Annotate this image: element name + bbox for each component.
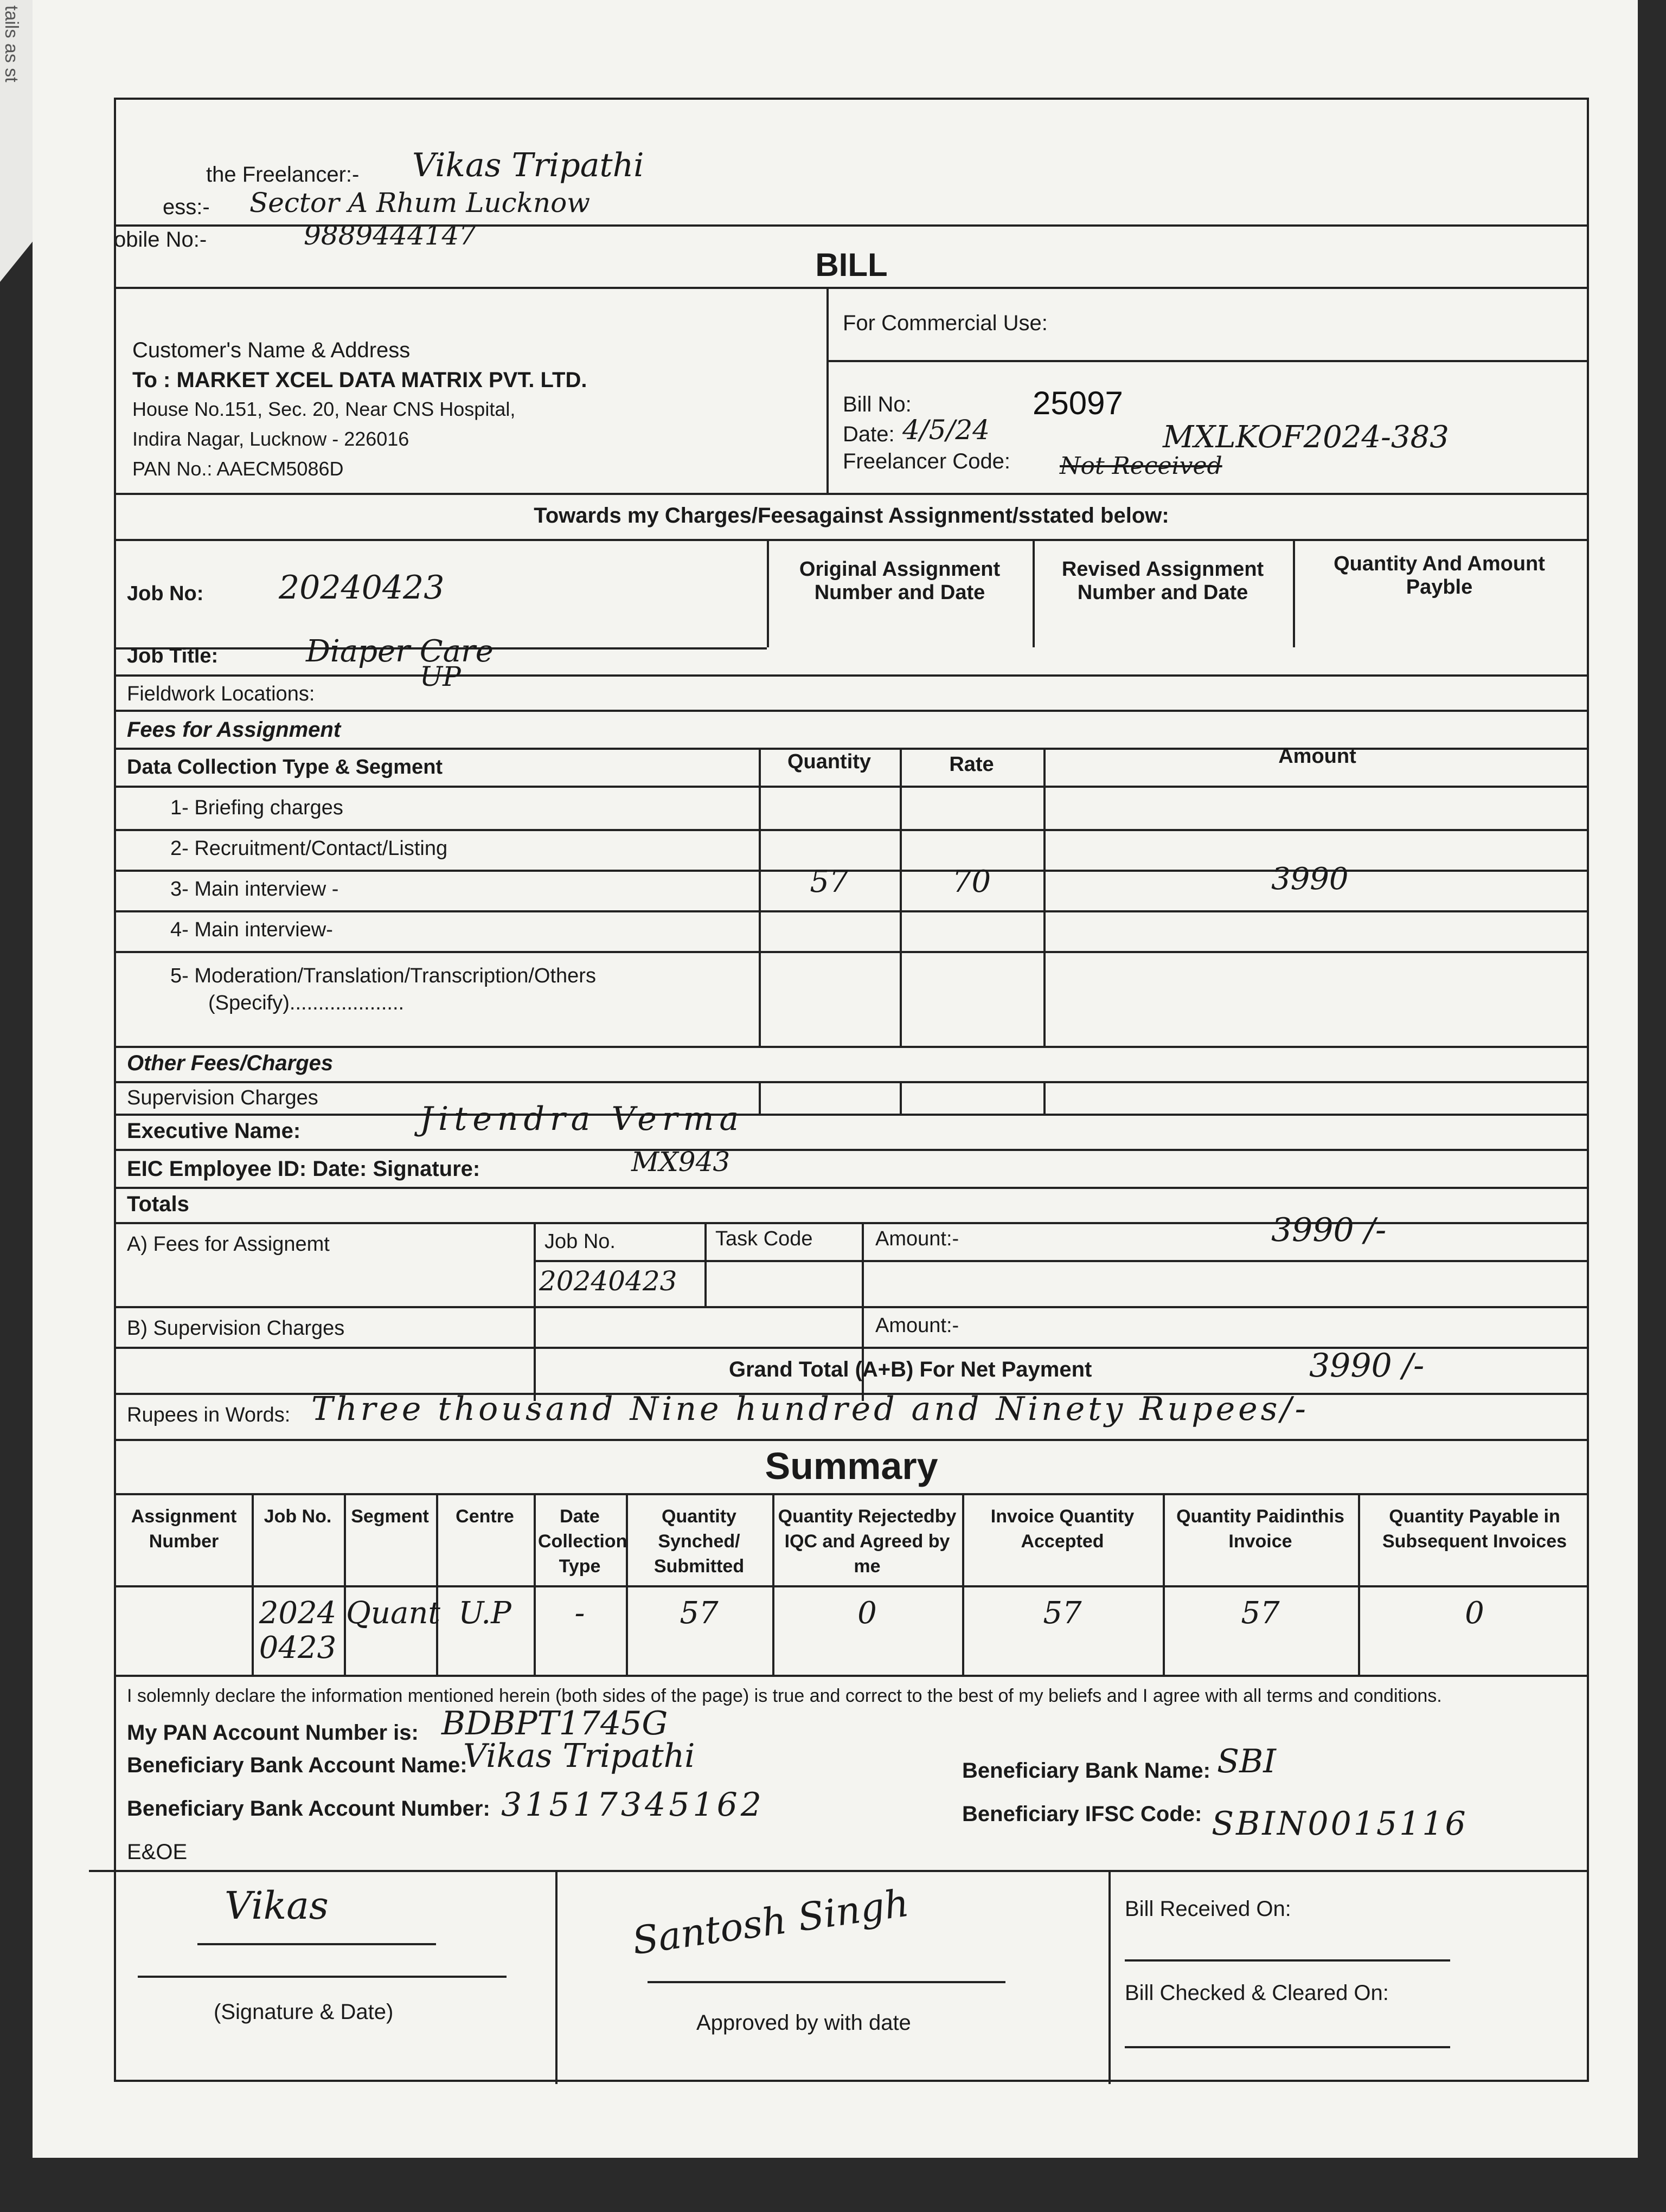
bill-title: BILL xyxy=(815,247,888,283)
freelancer-address-value: Sector A Rhum Lucknow xyxy=(249,187,591,218)
col-rate: Rate xyxy=(949,753,994,776)
bill-no-label: Bill No: xyxy=(843,393,912,416)
bill-no-value: 25097 xyxy=(1033,385,1123,421)
approved-caption: Approved by with date xyxy=(696,2011,911,2035)
grand-total-label: Grand Total (A+B) For Net Payment xyxy=(729,1358,1092,1381)
summary-cell-3: U.P xyxy=(458,1596,511,1631)
freelancer-code-value: MXLKOF2024-383 xyxy=(1163,420,1449,455)
summary-col-divider xyxy=(344,1493,346,1675)
pan-value: BDBPT1745G xyxy=(441,1705,668,1742)
bill-received-label: Bill Received On: xyxy=(1125,1897,1291,1921)
bill-checked-label: Bill Checked & Cleared On: xyxy=(1125,1981,1389,2005)
customer-address-2: Indira Nagar, Lucknow - 226016 xyxy=(132,428,409,450)
approver-signature: Santosh Singh xyxy=(629,1880,912,1964)
totals-job-no-value: 20240423 xyxy=(539,1265,677,1297)
fee-row-5-label: 5- Moderation/Translation/Transcription/Others xyxy=(170,964,596,987)
summary-header-4: Date Collection Type xyxy=(538,1506,627,1577)
summary-col-divider xyxy=(772,1493,774,1675)
fieldwork-value: UP xyxy=(420,661,461,692)
eic-value: MX943 xyxy=(631,1146,731,1178)
date-label: Date: xyxy=(843,422,895,446)
summary-cell-4: - xyxy=(574,1596,585,1631)
freelancer-mobile-value: 9889444147 xyxy=(304,220,477,251)
amount-a-label: Amount:- xyxy=(875,1227,959,1250)
bill-paper xyxy=(33,0,1638,2158)
summary-header-3: Centre xyxy=(456,1506,514,1527)
summary-cell-2: Quant xyxy=(346,1596,440,1631)
pan-label: My PAN Account Number is: xyxy=(127,1721,419,1745)
summary-cell-8: 57 xyxy=(1241,1596,1280,1631)
summary-header-5: Quantity Synched/ Submitted xyxy=(653,1506,745,1577)
supervision-label: Supervision Charges xyxy=(127,1086,318,1109)
freelancer-mobile-label: obile No:- xyxy=(114,228,207,252)
fee-row-2-label: 2- Recruitment/Contact/Listing xyxy=(170,837,448,860)
quantity-amount-header: Quantity And Amount Payble xyxy=(1334,552,1545,599)
job-title-value: Diaper Care xyxy=(306,634,494,669)
summary-header-8: Quantity Paidinthis Invoice xyxy=(1176,1506,1344,1552)
summary-header-2: Segment xyxy=(351,1506,429,1527)
edge-text: tails as st xyxy=(1,5,22,82)
fee-row-3-rate: 70 xyxy=(952,864,991,899)
freelancer-code-label: Freelancer Code: xyxy=(843,449,1011,473)
account-name-value: Vikas Tripathi xyxy=(463,1737,695,1775)
summary-cell-6: 0 xyxy=(857,1596,877,1631)
other-fees-heading: Other Fees/Charges xyxy=(127,1051,334,1075)
ifsc-label: Beneficiary IFSC Code: xyxy=(962,1802,1202,1826)
customer-address-1: House No.151, Sec. 20, Near CNS Hospital, xyxy=(132,398,516,420)
col-amount: Amount xyxy=(1278,745,1356,768)
summary-cell-9: 0 xyxy=(1465,1596,1484,1631)
fee-row-3-label: 3- Main interview - xyxy=(170,878,339,901)
fee-row-4-label: 4- Main interview- xyxy=(170,918,333,941)
revised-assignment-header: Revised Assignment Number and Date xyxy=(1061,558,1264,604)
fees-assignment-label: A) Fees for Assignemt xyxy=(127,1233,330,1256)
freelancer-name-value: Vikas Tripathi xyxy=(412,146,644,184)
fees-heading: Fees for Assignment xyxy=(127,718,341,742)
freelancer-name-label: the Freelancer:- xyxy=(206,163,360,187)
declaration-text: I solemnly declare the information mentioned herein (both sides of the page) is true and correct to the best of my beliefs and I agree with all terms and conditions. xyxy=(127,1686,1442,1706)
eoe-label: E&OE xyxy=(127,1840,188,1864)
bank-name-value: SBI xyxy=(1217,1742,1276,1780)
totals-job-no-label: Job No. xyxy=(544,1230,616,1253)
amount-a-value: 3990 /- xyxy=(1271,1211,1387,1249)
eic-label: EIC Employee ID: Date: Signature: xyxy=(127,1157,480,1181)
fieldwork-label: Fieldwork Locations: xyxy=(127,683,315,705)
freelancer-signature: Vikas xyxy=(225,1883,329,1928)
task-code-label: Task Code xyxy=(715,1227,813,1250)
account-name-label: Beneficiary Bank Account Name: xyxy=(127,1753,467,1777)
customer-heading: Customer's Name & Address xyxy=(132,338,411,362)
executive-name-label: Executive Name: xyxy=(127,1119,301,1143)
summary-cell-7: 57 xyxy=(1043,1596,1082,1631)
signature-date-caption: (Signature & Date) xyxy=(214,2000,394,2024)
supervision-charges-b-label: B) Supervision Charges xyxy=(127,1317,345,1340)
job-no-label: Job No: xyxy=(127,582,204,605)
totals-heading: Totals xyxy=(127,1192,189,1216)
summary-header-0: Assignment Number xyxy=(131,1506,237,1552)
job-no-value: 20240423 xyxy=(279,569,445,607)
rupees-words-label: Rupees in Words: xyxy=(127,1404,291,1426)
towards-heading: Towards my Charges/Feesagainst Assignment/sstated below: xyxy=(534,504,1169,528)
executive-name-value: Jitendra Verma xyxy=(420,1100,745,1138)
summary-col-divider xyxy=(962,1493,964,1675)
summary-col-divider xyxy=(626,1493,628,1675)
summary-col-divider xyxy=(436,1493,438,1675)
summary-cell-1: 2024 0423 xyxy=(259,1596,337,1666)
fee-row-1-label: 1- Briefing charges xyxy=(170,796,343,819)
amount-b-label: Amount:- xyxy=(875,1314,959,1337)
freelancer-code-struck: Not Received xyxy=(1060,452,1222,480)
col-data-collection-type: Data Collection Type & Segment xyxy=(127,756,443,779)
bill-form xyxy=(114,98,1589,2082)
account-number-label: Beneficiary Bank Account Number: xyxy=(127,1797,490,1821)
summary-header-7: Invoice Quantity Accepted xyxy=(990,1506,1135,1552)
commercial-use-label: For Commercial Use: xyxy=(843,311,1048,335)
summary-header-1: Job No. xyxy=(264,1506,332,1527)
bank-name-label: Beneficiary Bank Name: xyxy=(962,1759,1210,1783)
summary-col-divider xyxy=(1358,1493,1360,1675)
customer-to-line: To : MARKET XCEL DATA MATRIX PVT. LTD. xyxy=(132,368,587,392)
summary-cell-5: 57 xyxy=(680,1596,719,1631)
customer-pan: PAN No.: AAECM5086D xyxy=(132,458,344,480)
summary-col-divider xyxy=(1163,1493,1165,1675)
ifsc-value: SBIN0015116 xyxy=(1212,1805,1468,1843)
summary-header-9: Quantity Payable in Subsequent Invoices xyxy=(1382,1506,1567,1552)
grand-total-value: 3990 /- xyxy=(1309,1347,1425,1385)
fee-row-3-qty: 57 xyxy=(810,864,849,899)
freelancer-address-label: ess:- xyxy=(163,195,210,219)
job-title-label: Job Title: xyxy=(127,645,219,667)
date-value: 4/5/24 xyxy=(902,414,990,446)
summary-col-divider xyxy=(534,1493,536,1675)
fee-row-3-amount: 3990 xyxy=(1271,861,1349,897)
rupees-words-value: Three thousand Nine hundred and Ninety Rupees/- xyxy=(311,1390,1309,1428)
col-quantity: Quantity xyxy=(787,750,872,773)
summary-title: Summary xyxy=(765,1445,938,1487)
original-assignment-header: Original Assignment Number and Date xyxy=(799,558,1001,604)
fee-row-5-specify: (Specify).................... xyxy=(208,992,405,1014)
summary-header-6: Quantity Rejectedby IQC and Agreed by me xyxy=(778,1506,957,1577)
account-number-value: 31517345162 xyxy=(501,1786,765,1824)
